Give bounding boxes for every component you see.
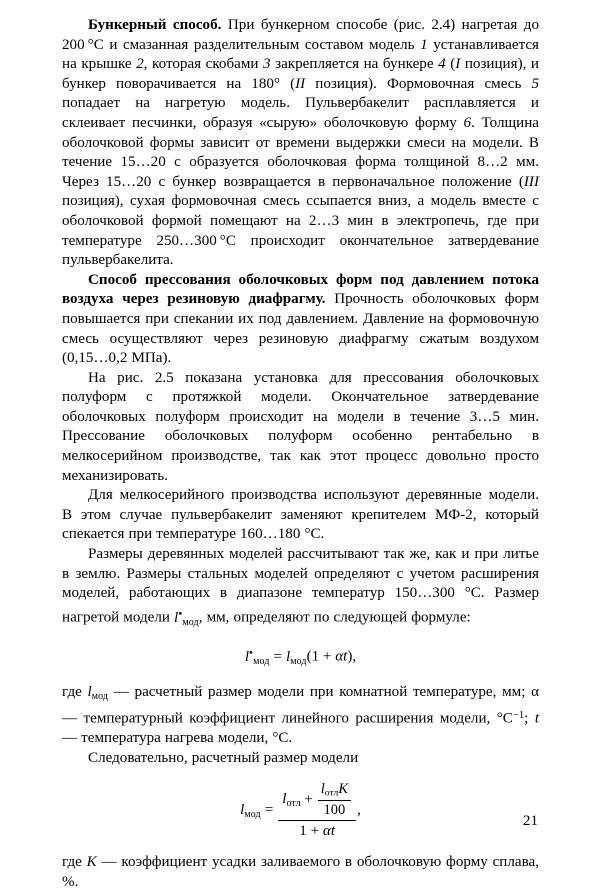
paragraph-where-clause-2: где K — коэффициент усадки заливаемого в оболочковую форму сплава, %. [62,854,539,890]
formula-2-trailing-comma: , [357,801,361,818]
formula-1-expression [245,643,356,671]
text-column [62,16,539,892]
figure-ref-1: 1 [420,36,428,53]
formula-1-lhs-subscript: мод [253,655,270,667]
page-number: 21 [522,812,538,829]
formula-2-numerator: $l_{отл}$ + $\frac{l_{отл}K}{100}$ [278,781,356,821]
where-clause-2-before: где [62,854,87,871]
formula-1-rhs-expression: (1 + αt), [306,648,357,665]
paragraph-model-dimensions-before: Размеры деревянных моделей рассчитывают так же, как и при литье в землю. Размеры стальных моделей определяют с учетом расширения моделей, работающих в диапазоне температур 150…300 °С. Размер нагретой модели [62,546,539,626]
formula-2-num-l-otl: $l_{отл}$ [282,791,301,809]
formula-2-alpha-t: αt [322,822,336,839]
symbol-subscript-mod: мод [182,616,199,628]
paragraph-model-dimensions-after: , мм, определяют по следующей формуле: [198,609,471,626]
inline-symbol-t: t [534,710,540,727]
figure-ref-5: 5 [531,75,540,92]
paragraph-heading-diaphragm: Способ прессования оболочковых форм под давлением потока воздуха через резиновую диафрагму. [62,271,539,308]
formula-1-space-after [62,671,539,683]
formula-2-inner-l-otl: $l_{отл}$ [320,780,339,799]
formula-2-inner-subscript: отл [324,787,339,799]
unit-exponent-minus-one: −1 [512,710,525,722]
symbol-superscript-star: • [178,606,183,620]
figure-ref-6: 6 [463,114,472,131]
formula-2-expression [240,781,361,840]
paragraph-wooden-models: Для мелкосерийного производства используют деревянные модели. В этом случае пульвербакелит заменяют крепителем МФ-2, который спекается при температуре 160…180 °С. [62,487,539,543]
formula-2-space-before [62,769,539,781]
paragraph-consequently: Следовательно, расчетный размер модели [88,749,359,766]
paragraph-heading-bunker: Бункерный способ. [88,17,222,33]
formula-l-mod-heated [62,643,539,671]
paragraph-installation: На рис. 2.5 показана установка для прессования оболочковых полуформ с протяжкой модели. Окончательное затвердевание оболочковых полуформ происходит на модели в течение 3…5 мин. Прессование оболочковых полуформ особенно рентабельно в мелкосерийном производстве, так как этот процесс довольно просто механизировать. [62,369,539,484]
formula-1-lhs-superscript: • [249,645,254,659]
figure-ref-2: 2 [136,56,144,73]
formula-1-rhs-var: $l_{мод}$ [286,648,307,667]
formula-2-inner-denominator: 100 [323,801,346,818]
formula-1-rhs-subscript: мод [290,655,307,667]
position-ref-ii: II [295,75,306,92]
position-ref-i: I [455,56,461,73]
formula-2-lhs-subscript: мод [244,808,261,820]
position-ref-iii: III [523,173,539,190]
where-clause-1-before: где [62,683,88,700]
formula-l-mod-calculated [62,781,539,840]
figure-ref-3: 3 [263,56,271,73]
formula-2-lhs: $l_{мод}$ [240,801,261,820]
formula-2-denominator: 1 + αt [299,822,336,839]
formula-2-num-subscript: отл [286,797,301,809]
formula-1-lhs: $l^•_{мод}$ [244,645,270,667]
paragraph-bunker-method: Бункерный способ. При бункерном способе (рис. 2.4) нагретая до 200 °С и смазанная разделительным составом модель 1 устанавливается на крышке 2, которая скобами 3 закрепляется на бункере 4 (I позиция), и бункер поворачивается на 180° (II позиция). Формовочная смесь 5 попадает на нагретую модель. Пульвербакелит расплавляется и склеивает песчинки, образуя «сырую» оболочковую форму 6. Толщина оболочковой формы зависит от времени выдержки смеси на модели. В течение 15…20 с образуется оболочковая форма толщиной 8…2 мм. Через 15…20 с бункер возвращается в первоначальное положение (III позиция), сухая формовочная смесь ссыпается вниз, а модель вместе с оболочковой формой помещают на 2…3 мин в электропечь, где при температуре 250…300 °С происходит окончательное затвердевание пульвербакелита. [62,17,540,269]
paragraph-diaphragm-pressing [62,271,539,369]
formula-1-alpha-t: αt [335,648,348,665]
inline-symbol-l-mod-star: $l^•_{мод}$ [174,606,199,628]
formula-2-equals: = [264,801,274,818]
formula-1-space-before [62,632,539,643]
paragraph-model-dimensions [62,545,539,632]
inline-symbol-l-mod: $l_{мод}$ [87,683,109,702]
formula-2-inner-fraction [318,781,351,819]
formula-2-inner-numerator [318,781,351,801]
formula-2-coefficient-k: K [338,780,349,797]
symbol-subscript-mod-2: мод [91,690,109,702]
inline-symbol-k: K [86,854,97,871]
figure-ref-4: 4 [438,56,446,73]
formula-2-fraction [278,781,356,840]
paragraph-where-clause-1: где $l_{мод}$ — расчетный размер модели при комнатной температуре, мм; α — температурный коэффициент линейного расширения модели, $^\circ С^{-1}$; t — температура нагрева модели, °С. [62,683,540,747]
paragraph-body-diaphragm: Прочность оболочковых форм повышается при спекании их под давлением. Давление на формовочную смесь осуществляют через резиновую диафрагму сжатым воздухом (0,15…0,2 МПа). [62,291,540,367]
formula-2-space-after [62,840,539,853]
formula-1-equals: = [273,648,283,665]
